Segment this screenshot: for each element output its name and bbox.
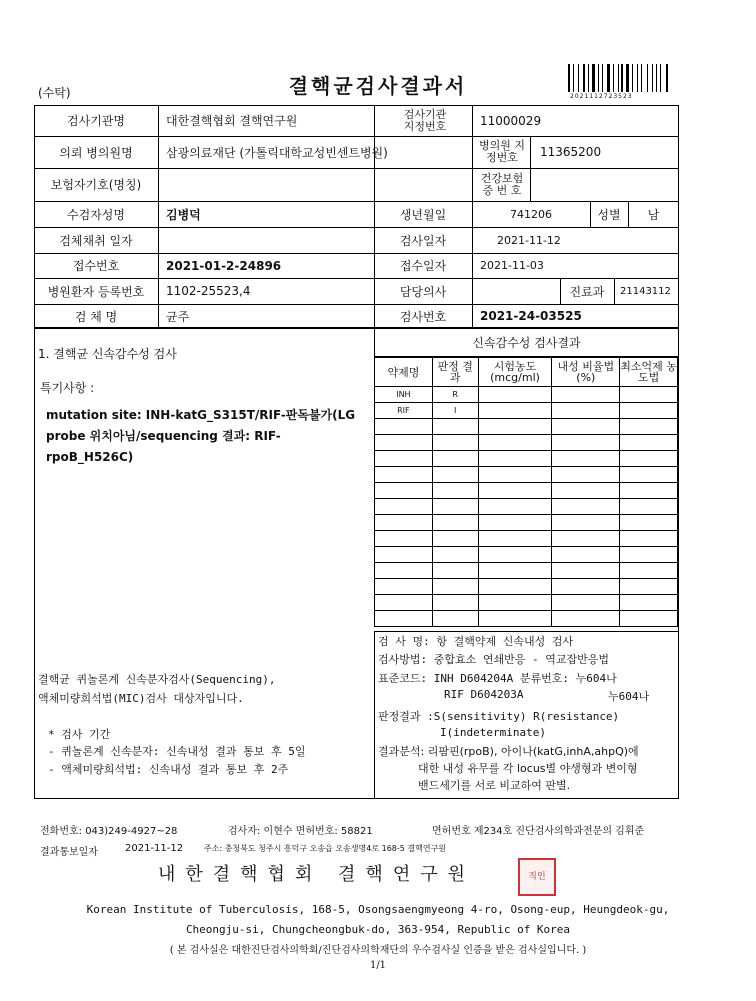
official-seal: 직인 [518, 858, 556, 896]
barcode [568, 64, 670, 92]
table-row-empty [375, 451, 678, 467]
table-row-empty [375, 515, 678, 531]
table-row-empty [375, 579, 678, 595]
table-row-empty [375, 531, 678, 547]
sex-value: 남 [647, 207, 660, 222]
insurance-number-label: 건강보험 증 번 호 [480, 171, 524, 197]
table-row-empty [375, 483, 678, 499]
accession-number-label: 접수번호 [72, 259, 120, 273]
receipt-date-value: 2021-11-03 [480, 259, 544, 272]
receipt-date-label: 접수일자 [399, 259, 447, 273]
organization-name: 내한결핵협회 결핵연구원 [158, 864, 475, 885]
hospital-value: 삼광의료재단 (가톨릭대학교성빈센트병원) [166, 145, 388, 160]
drug-cell: INH [375, 387, 433, 403]
method-way: 검사방법: 중합효소 연쇄반응 - 역교잡반응법 [378, 653, 610, 666]
specimen-label: 검 체 명 [74, 309, 118, 324]
remarks-text: mutation site: INH-katG_S315T/RIF-판독불가(LG probe 위치아님/sequencing 결과: RIF-rpoB_H526C) [46, 408, 356, 464]
drug-cell: RIF [375, 403, 433, 419]
header-resistance-ratio: 내성 비율법(%) [552, 358, 620, 387]
analysis-line-3: 밴드세기를 서로 비교하여 판별. [418, 779, 571, 792]
certification-note: ( 본 검사실은 대한진단검사의학회/진단검사의학재단의 우수검사실 인증을 받은 검사실입니다. ) [169, 945, 587, 956]
receipt-label: (수탁) [38, 86, 71, 100]
doctor-value [480, 278, 560, 304]
hospital-id-value: 11365200 [540, 145, 602, 159]
page-number: 1/1 [369, 960, 387, 971]
document-title: 결핵균검사결과서 [288, 74, 468, 98]
department-label: 진료과 [569, 284, 605, 299]
period-line-2: - 액체미량희석법: 신속내성 결과 통보 후 2주 [48, 763, 289, 776]
table-row-empty [375, 611, 678, 627]
table-row [375, 387, 678, 403]
header-result: 판정 결과 [432, 358, 478, 387]
test-number-label: 검사번호 [399, 309, 447, 324]
header-drug: 약제명 [375, 358, 433, 387]
collection-date-value [166, 227, 366, 253]
method-code-2-class: 누604나 [608, 690, 650, 703]
sex-label: 성별 [597, 207, 621, 222]
analysis-line-1: 결과분석: 리팜핀(rpoB), 아이나(katG,inhA,ahpQ)에 [378, 745, 639, 758]
susceptibility-table-body [375, 387, 678, 627]
accession-number-value: 2021-01-2-24896 [166, 258, 282, 273]
table-row-empty [375, 499, 678, 515]
method-code-2: RIF D604203A [444, 688, 524, 701]
result-table-title: 신속감수성 검사결과 [472, 336, 581, 350]
test-date-value: 2021-11-12 [497, 233, 561, 247]
judge-line-2: I(indeterminate) [440, 726, 546, 739]
test-item: 1. 결핵균 신속감수성 검사 [38, 347, 177, 361]
birth-date-value: 741206 [510, 207, 552, 221]
doctor-label: 담당의사 [399, 284, 447, 299]
method-name: 검 사 명: 항 결핵약제 신속내성 검사 [378, 635, 574, 648]
insurer-label: 보험자기호(명칭) [50, 178, 142, 192]
english-address-2: Cheongju-si, Chungcheongbuk-do, 363-954, Republic of Korea [185, 923, 571, 936]
test-number-value: 2021-24-03525 [480, 309, 582, 323]
notify-date-value: 2021-11-12 [125, 843, 184, 854]
table-row-empty [375, 467, 678, 483]
english-address-1: Korean Institute of Tuberculosis, 168-5, Osongsaengmyeong 4-ro, Osong-eup, Heungdeok-gu, [86, 903, 670, 916]
period-line-1: - 퀴놀론계 신속분자: 신속내성 결과 통보 후 5일 [48, 745, 306, 758]
lab-id-label: 검사기관 지정번호 [403, 107, 447, 133]
notify-date-label: 결과통보일자 [40, 847, 98, 858]
remarks-label: 특기사항 : [40, 381, 95, 395]
lab-name-label: 검사기관명 [67, 114, 125, 128]
patient-name-label: 수검자성명 [67, 207, 125, 222]
test-date-label: 검사일자 [399, 233, 447, 248]
table-row-empty [375, 547, 678, 563]
result-cell: I [432, 403, 478, 419]
lab-name-value: 대한결핵협회 결핵연구원 [166, 114, 298, 128]
period-title: * 검사 기간 [48, 728, 111, 741]
hospital-label: 의뢰 병의원명 [59, 145, 133, 160]
table-row-empty [375, 595, 678, 611]
department-value: 21143112 [620, 285, 671, 297]
phone-number: 전화번호: 043)249-4927~28 [40, 826, 178, 837]
susceptibility-table [374, 357, 678, 627]
chart-number-value: 1102-25523,4 [166, 284, 251, 298]
doctor-license: 면허번호 제234호 진단검사의학과전문의 김휘준 [432, 826, 645, 837]
note-line-2: 액체미량희석법(MIC)검사 대상자입니다. [38, 692, 244, 705]
table-row [375, 403, 678, 419]
collection-date-label: 검체채취 일자 [59, 233, 133, 248]
result-cell: R [432, 387, 478, 403]
birth-date-label: 생년월일 [399, 207, 447, 222]
hospital-id-label: 병의원 지정번호 [478, 139, 525, 164]
lab-id-value: 11000029 [480, 113, 542, 128]
chart-number-label: 병원환자 등록번호 [47, 284, 145, 299]
patient-name-value: 김병덕 [166, 207, 201, 222]
insurer-value [166, 168, 366, 201]
table-row-empty [375, 435, 678, 451]
specimen-value: 균주 [166, 309, 190, 324]
method-code-1: 표준코드: INH D604204A 분류번호: 누604나 [378, 672, 617, 685]
korean-address: 주소: 충청북도 청주시 흥덕구 오송읍 오송생명4로 168-5 결핵연구원 [204, 844, 447, 853]
table-row-empty [375, 419, 678, 435]
table-row-empty [375, 563, 678, 579]
judge-line-1: 판정결과 :S(sensitivity) R(resistance) [378, 710, 620, 723]
examiner-info: 검사자: 이현수 면허번호: 58821 [228, 826, 373, 837]
barcode-number: 2021112723523 [570, 93, 633, 100]
note-line-1: 결핵균 퀴놀론계 신속분자검사(Sequencing), [38, 673, 276, 686]
header-mic: 최소억제 농도법 [620, 358, 678, 387]
header-concentration: 시험농도 (mcg/ml) [478, 358, 552, 387]
analysis-line-2: 대한 내성 유무를 각 locus별 야생형과 변이형 [418, 762, 638, 775]
